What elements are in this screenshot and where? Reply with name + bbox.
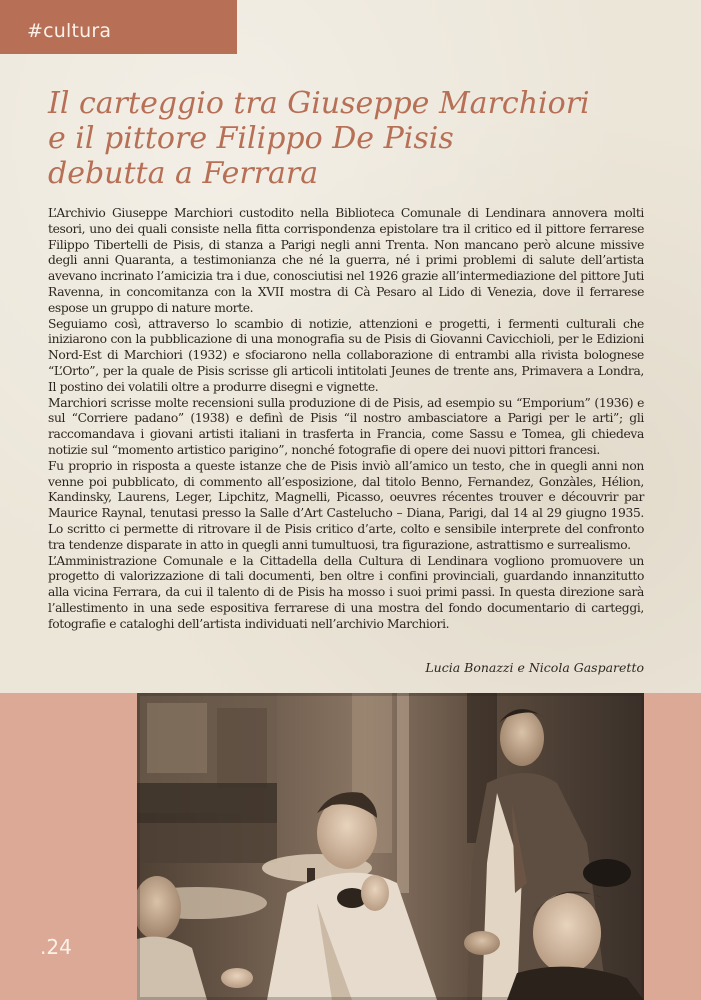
article-authors: Lucia Bonazzi e Nicola Gasparetto [425,660,644,675]
paragraph: Marchiori scrisse molte recensioni sulla produzione di de Pisis, ad esempio su “Emporium” (1936) e sul “Corriere padano” (1938) e definì de Pisis “il nostro ambasciatore a Parigi per le arti”; gli raccomandava i giovani artisti italiani in trasferta in Francia, come Sassu e Tomea, gli chiedeva notizie sul “momento artistico parigino”, nonché fotografie di opere dei nuovi pittori francesi. [48,395,644,457]
section-tag-box [0,0,237,54]
title-line: e il pittore Filippo De Pisis [48,121,454,156]
historic-photo [137,693,644,1000]
paragraph: Fu proprio in risposta a queste istanze che de Pisis inviò all’amico un testo, che in quegli anni non venne poi pubblicato, di commento all’esposizione, dal titolo Benno, Fernandez, Gonzàles, Hélion, Kandinsky, Laurens, Leger, Lipchitz, Magnelli, Picasso, oeuvres récentes trouver e découvrir par Maurice Raynal, tenutasi presso la Salle d’Art Castelucho – Diana, Parigi, dal 14 al 29 giugno 1935. Lo scritto ci permette di ritrovare il de Pisis critico d’arte, colto e sensibile interprete del confronto tra tendenze disparate in atto in quegli anni tumultuosi, tra figurazione, astrattismo e surrealismo. [48,458,644,552]
title-line: Il carteggio tra Giuseppe Marchiori [48,86,590,121]
paragraph: L’Amministrazione Comunale e la Cittadella della Cultura di Lendinara vogliono promuovere un progetto di valorizzazione di tali documenti, ben oltre i confini provinciali, guardando innanzitutto alla vicina Ferrara, da cui il talento di de Pisis ha mosso i suoi primi passi. In questa direzione sarà l’allestimento in una sede espositiva ferrarese di una mostra del fondo documentario di carteggi, fotografie e cataloghi dell’artista individuati nell’archivio Marchiori. [48,553,644,631]
photo-illustration [137,693,644,1000]
article-title [48,86,648,191]
paragraph: Seguiamo così, attraverso lo scambio di notizie, attenzioni e progetti, i fermenti culturali che iniziarono con la pubblicazione di una monografia su de Pisis di Giovanni Cavicchioli, per le Edizioni Nord-Est di Marchiori (1932) e sfociarono nella collaborazione di entrambi alla rivista bolognese “L’Orto”, per la quale de Pisis scrisse gli articoli intitolati Jeunes de trente ans, Primavera a Londra, Il postino dei volatili oltre a produrre disegni e vignette. [48,316,644,394]
page-number: .24 [40,935,72,959]
title-line: debutta a Ferrara [48,156,319,191]
section-tag: #cultura [27,20,112,42]
article-body [48,206,644,633]
paragraph: L’Archivio Giuseppe Marchiori custodito nella Biblioteca Comunale di Lendinara annovera molti tesori, uno dei quali consiste nella fitta corrispondenza epistolare tra il critico ed il pittore ferrarese Filippo Tibertelli de Pisis, di stanza a Parigi negli anni Trenta. Non mancano però alcune missive degli anni Quaranta, a testimonianza che né la guerra, né i primi problemi di salute dell’artista avevano incrinato l’amicizia tra i due, conosciutisi nel 1926 grazie all’intermediazione del pittore Juti Ravenna, in concomitanza con la XVII mostra di Cà Pesaro al Lido di Venezia, dove il ferrarese espose un gruppo di nature morte. [48,206,644,315]
